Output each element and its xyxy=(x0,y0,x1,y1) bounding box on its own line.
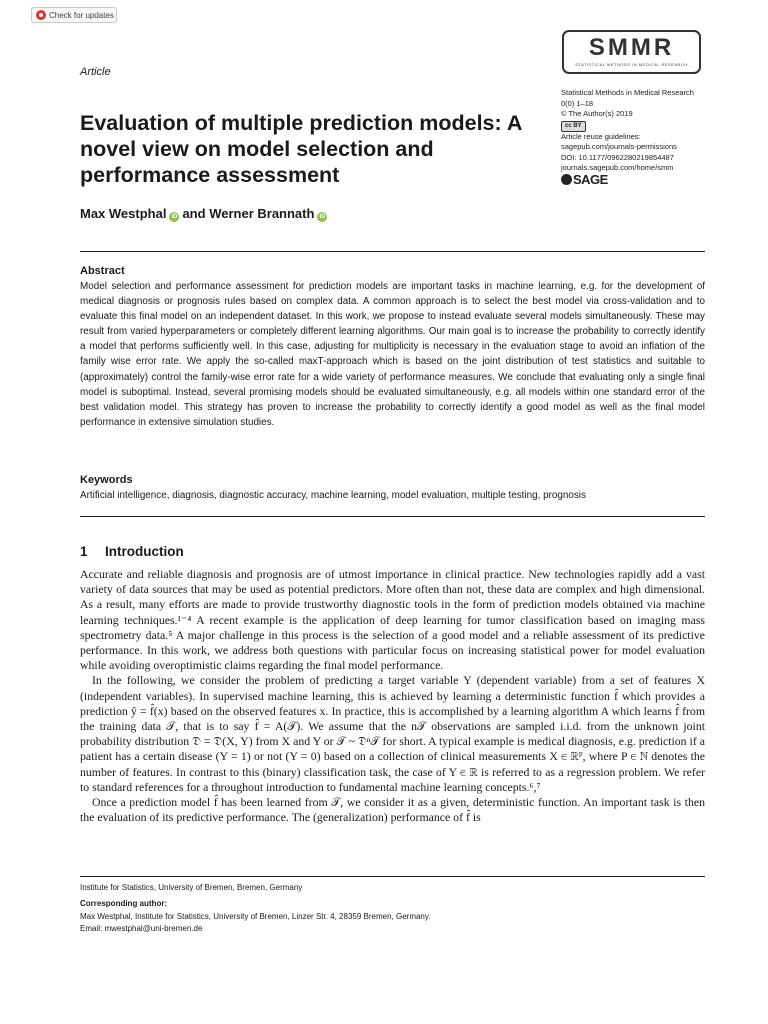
divider xyxy=(80,516,705,517)
orcid-icon[interactable]: iD xyxy=(319,214,326,220)
divider xyxy=(80,251,705,252)
publisher-logo xyxy=(561,171,721,187)
section-heading xyxy=(80,544,184,559)
footnote xyxy=(80,882,705,935)
logo-text: SMMR xyxy=(588,34,675,61)
check-for-updates-button[interactable] xyxy=(31,7,117,23)
author-connector: and xyxy=(182,206,206,221)
footnote-divider xyxy=(80,876,705,877)
abstract-heading: Abstract xyxy=(80,265,125,277)
badge-label: Check for updates xyxy=(49,11,114,20)
sage-icon xyxy=(561,174,572,185)
paragraph: Once a prediction model f̂ has been learned from 𝒯, we consider it as a given, deterministic function. An important task is then the evaluation of its predictive performance. The (generalization) performance of f̂ is xyxy=(80,795,705,825)
journal-meta xyxy=(561,88,721,185)
keywords-heading: Keywords xyxy=(80,474,133,486)
reuse-label: Article reuse guidelines: xyxy=(561,131,641,141)
copyright: © The Author(s) 2019 xyxy=(561,109,633,118)
section-number: 1 xyxy=(80,544,88,559)
publisher-name: SAGE xyxy=(573,171,608,187)
section-title: Introduction xyxy=(105,544,184,559)
journal-logo xyxy=(562,30,701,74)
journal-name: Statistical Methods in Medical Research xyxy=(561,88,694,97)
author-line xyxy=(80,206,330,222)
paper-title: Evaluation of multiple prediction models: A novel view on model selection and performance assessment xyxy=(80,111,522,187)
cc-license-badge[interactable]: cc BY xyxy=(561,121,586,132)
keywords-text: Artificial intelligence, diagnosis, diagnostic accuracy, machine learning, model evaluation, multiple testing, prognosis xyxy=(80,490,586,501)
body-text xyxy=(80,567,705,825)
update-icon xyxy=(36,10,46,20)
author-1: Max Westphal xyxy=(80,206,167,221)
abstract-text: Model selection and performance assessment for prediction models are important tasks in machine learning, e.g. for the development of medical diagnosis or prognosis rules based on complex data. A common approach is to select the best model via cross-validation and to evaluate this final model on an independent dataset. In this work, we propose to instead evaluate several models simultaneously. These may result from varied hyperparameters or completely different learning algorithms. Our main goal is to increase the probability to correctly identify a model that performs sufficiently well. In this case, adjusting for multiplicity is necessary in the evaluation stage to avoid an inflation of the family wise error rate. We apply the so-called maxT-approach which is based on the joint distribution of test statistics and suitable to (approximately) control the family-wise error rate for a wide variety of performance measures. We conclude that evaluating only a single final model is suboptimal. Instead, several promising models should be evaluated simultaneously, e.g. all models within one standard error of the best validation model. This strategy has proven to increase the probability to correctly identify a good model as well as the final model performance in extensive simulation studies. xyxy=(80,281,705,428)
doi[interactable]: DOI: 10.1177/0962280219854487 xyxy=(561,152,674,162)
paragraph: Accurate and reliable diagnosis and prognosis are of utmost importance in clinical practice. New technologies rapidly add a vast variety of data sources that may be used as potential predictors. More often than not, these data are complex and high dimensional. As a result, many efforts are made to provide trustworthy diagnostic tools in the form of prediction models obtained via machine learning techniques.¹⁻⁴ A recent example is the application of deep learning for tumor classification based on imaging mass spectrometry data.⁵ A major challenge in this process is the selection of a good model and a reliable assessment of its predictive performance. In this work, we address both questions with particular focus on increasing statistical power for model evaluation while avoiding overoptimistic claims regarding the final model performance. xyxy=(80,567,705,673)
journal-volume: 0(0) 1–18 xyxy=(561,98,594,108)
reuse-link[interactable]: sagepub.com/journals-permissions xyxy=(561,142,677,151)
email-link[interactable]: Email: mwestphal@uni-bremen.de xyxy=(80,923,203,933)
logo-subtitle: STATISTICAL METHODS IN MEDICAL RESEARCH xyxy=(575,62,688,67)
affiliation: Institute for Statistics, University of Bremen, Bremen, Germany xyxy=(80,883,303,892)
corresponding-heading: Corresponding author: xyxy=(80,899,168,909)
article-type: Article xyxy=(80,66,111,78)
journal-link[interactable]: journals.sagepub.com/home/smm xyxy=(561,163,674,172)
paragraph: In the following, we consider the problem of predicting a target variable Y (dependent variable) from a set of features X (independent variables). In supervised machine learning, this is achieved by learning a deterministic function f̂ which provides a prediction ŷ = f̂(x) based on the observed features x. In practice, this is accomplished by a learning algorithm A which learns f̂ from the training data 𝒯, that is to say f̂ = A(𝒯). We assume that the n𝒯 observations are sampled i.i.d. from the unknown joint probability distribution 𝔇 = 𝔇(X, Y) from X and Y or 𝒯 ~ 𝔇ⁿ𝒯 for short. A typical example is medical diagnosis, e.g. prediction if a patient has a certain disease (Y = 1) or not (Y = 0) based on a collection of clinical measurements X ∈ ℝᴾ, where P ∈ ℕ denotes the number of features. In contrast to this (binary) classification task, the case of Y ∈ ℝ is referred to as a regression problem. We refer to standard references for a throughout introduction to fundamental machine learning concepts.⁶,⁷ xyxy=(80,673,705,794)
orcid-icon[interactable]: iD xyxy=(171,214,178,220)
corresponding-text: Max Westphal, Institute for Statistics, University of Bremen, Linzer Str. 4, 28359 Bremen, Germany. xyxy=(80,911,431,921)
author-2: Werner Brannath xyxy=(209,206,315,221)
